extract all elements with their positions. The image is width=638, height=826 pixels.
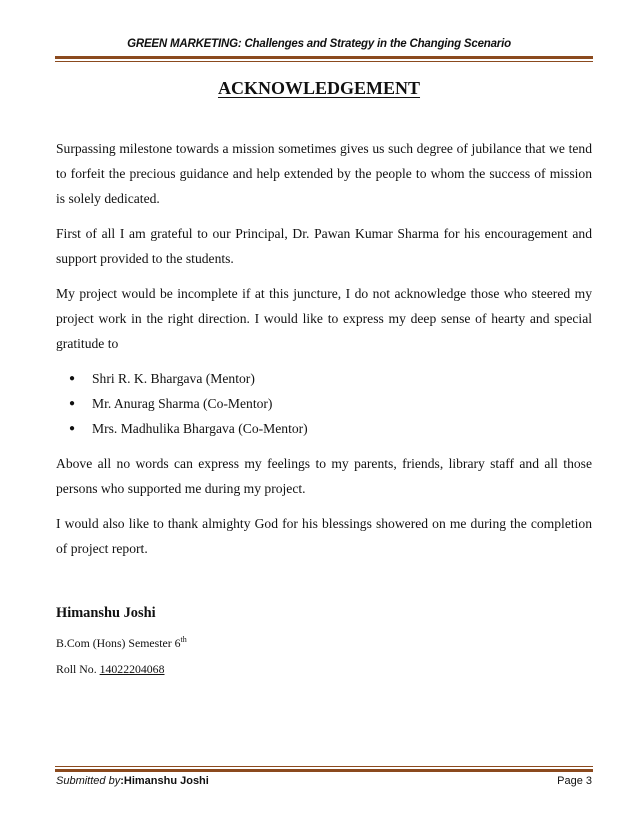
- running-header: GREEN MARKETING: Challenges and Strategy in the Changing Scenario: [127, 38, 511, 50]
- list-item: [69, 366, 592, 391]
- course-superscript: th: [180, 635, 187, 644]
- course-text: B.Com (Hons) Semester 6: [56, 635, 181, 650]
- page-number: Page 3: [557, 775, 592, 787]
- paragraph-1: Surpassing milestone towards a mission sometimes gives us such degree of jubilance that we tend to forfeit the precious guidance and help extended by the people to whom the success of mission is solely dedicated.: [56, 141, 592, 206]
- bullet-icon: ●: [69, 373, 76, 384]
- course-line: [56, 632, 187, 651]
- submitted-separator: :: [120, 775, 124, 787]
- submitted-name: Himanshu Joshi: [123, 775, 209, 787]
- footer-rule-thick: [55, 769, 593, 772]
- list-item: [69, 416, 592, 441]
- roll-label: Roll No.: [56, 661, 97, 676]
- mentor-list: [56, 366, 592, 441]
- paragraph-3: My project would be incomplete if at this juncture, I do not acknowledge those who steered my project work in the right direction. I would like to express my deep sense of hearty and special gratitude to: [56, 286, 592, 351]
- paragraph-5: I would also like to thank almighty God for his blessings showered on me during the completion of project report.: [56, 516, 592, 556]
- signature-block: [56, 605, 187, 687]
- footer-submitted-by: [56, 775, 209, 787]
- mentor-name: Mr. Anurag Sharma (Co-Mentor): [92, 396, 273, 411]
- author-name: Himanshu Joshi: [56, 605, 156, 621]
- mentor-name: Shri R. K. Bhargava (Mentor): [92, 371, 255, 386]
- footer-rule-thin: [55, 766, 593, 767]
- bullet-icon: ●: [69, 398, 76, 409]
- acknowledgement-body: [56, 136, 592, 571]
- header-rule-thin: [55, 61, 593, 62]
- paragraph-2: First of all I am grateful to our Principal, Dr. Pawan Kumar Sharma for his encouragement and support provided to the students.: [56, 226, 592, 266]
- bullet-icon: ●: [69, 423, 76, 434]
- mentor-name: Mrs. Madhulika Bhargava (Co-Mentor): [92, 421, 308, 436]
- list-item: [69, 391, 592, 416]
- page-heading-text: ACKNOWLEDGEMENT: [217, 78, 421, 98]
- submitted-label: Submitted by: [56, 775, 121, 787]
- roll-line: [56, 661, 187, 677]
- page-heading: [0, 78, 638, 99]
- roll-number: 14022204068: [99, 661, 165, 676]
- paragraph-4: Above all no words can express my feelings to my parents, friends, library staff and all those persons who supported me during my project.: [56, 456, 592, 496]
- header-rule-thick: [55, 56, 593, 59]
